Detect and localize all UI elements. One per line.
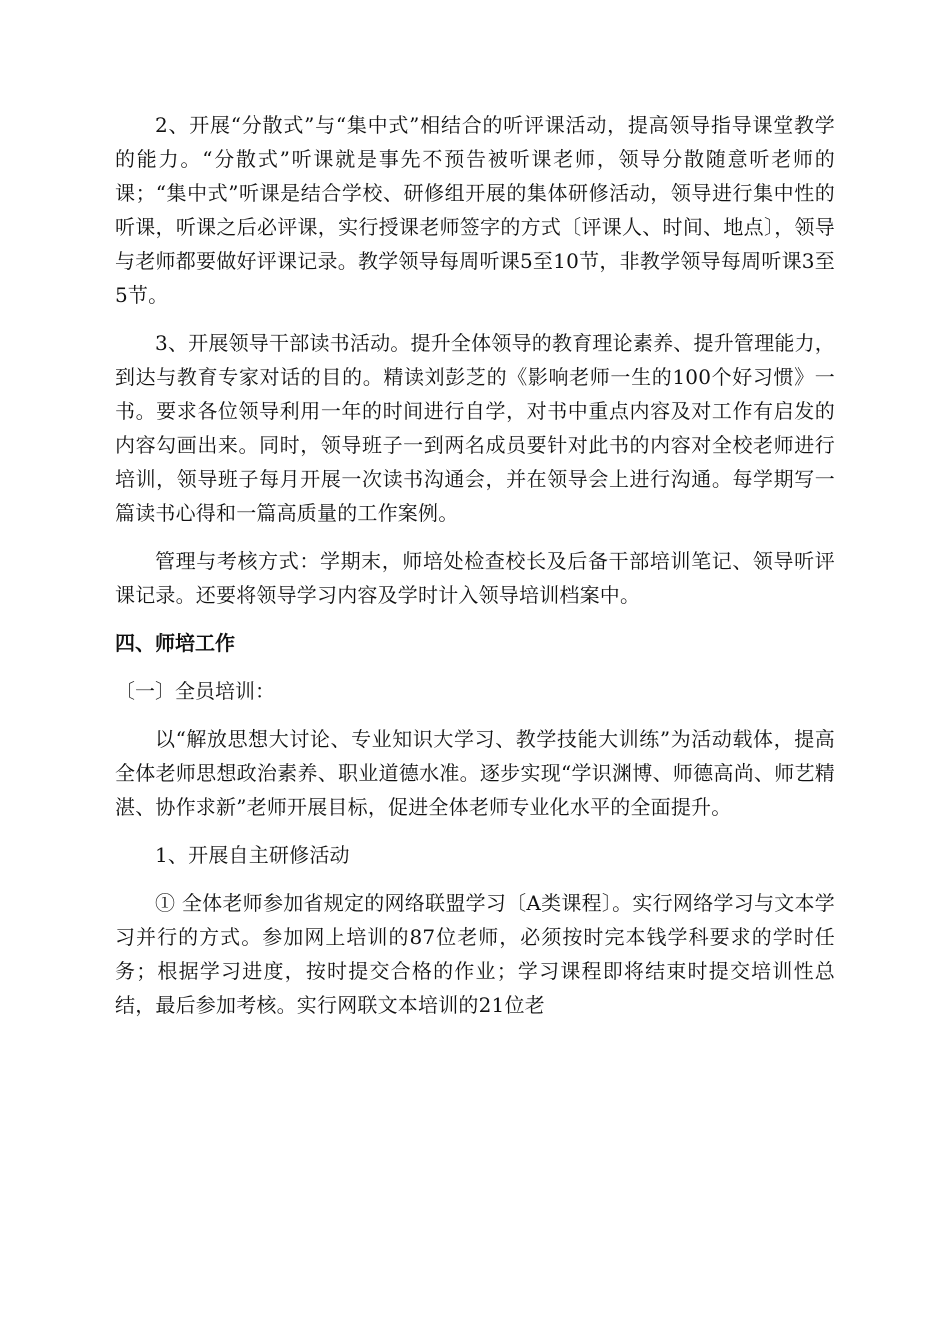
paragraph-assessment-method: 管理与考核方式：学期末，师培处检查校长及后备干部培训笔记、领导听评课记录。还要将领导学习内容及学时计入领导培训档案中。 <box>115 549 835 607</box>
section-heading-teacher-training: 四、师培工作 <box>115 631 235 655</box>
paragraph-reading-activity: 3、开展领导干部读书活动。提升全体领导的教育理论素养、提升管理能力，到达与教育专家对话的目的。精读刘彭芝的《影响老师一生的100个好习惯》一书。要求各位领导利用一年的时间进行自学，对书中重点内容及对工作有启发的内容勾画出来。同时，领导班子一到两名成员要针对此书的内容对全校老师进行培训，领导班子每月开展一次读书沟通会，并在领导会上进行沟通。每学期写一篇读书心得和一篇高质量的工作案例。 <box>115 331 835 525</box>
document-page <box>115 108 835 1036</box>
paragraph-training-goals: 以“解放思想大讨论、专业知识大学习、教学技能大训练”为活动载体，提高全体老师思想政治素养、职业道德水准。逐步实现“学识渊博、师德高尚、师艺精湛、协作求新”老师开展目标，促进全体老师专业化水平的全面提升。 <box>115 727 835 819</box>
paragraph-network-learning: ① 全体老师参加省规定的网络联盟学习〔A类课程〕。实行网络学习与文本学习并行的方式。参加网上培训的87位老师，必须按时完本钱学科要求的学时任务；根据学习进度，按时提交合格的作业；学习课程即将结束时提交培训性总结，最后参加考核。实行网联文本培训的21位老 <box>115 891 835 1017</box>
paragraph-self-study-title: 1、开展自主研修活动 <box>155 843 350 867</box>
subsection-heading-full-staff-training: 〔一〕全员培训： <box>115 679 275 703</box>
paragraph-listening-evaluation: 2、开展“分散式”与“集中式”相结合的听评课活动，提高领导指导课堂教学的能力。“分散式”听课就是事先不预告被听课老师，领导分散随意听老师的课；“集中式”听课是结合学校、研修组开展的集体研修活动，领导进行集中性的听课，听课之后必评课，实行授课老师签字的方式〔评课人、时间、地点〕，领导与老师都要做好评课记录。教学领导每周听课5至10节，非教学领导每周听课3至5节。 <box>115 113 835 307</box>
